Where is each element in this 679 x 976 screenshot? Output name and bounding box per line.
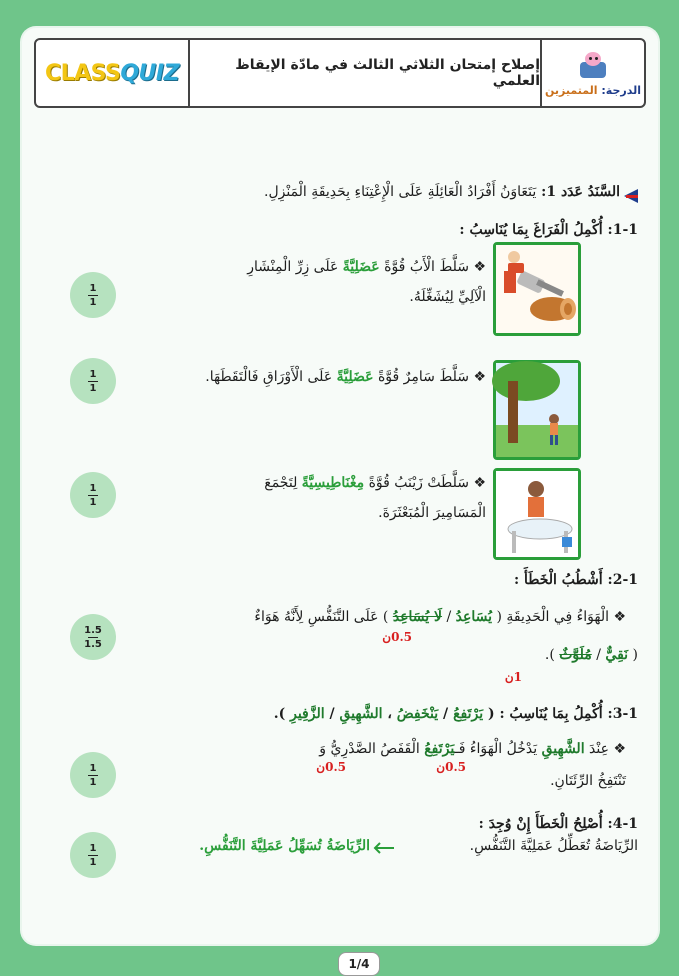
magnet-image [493,468,581,560]
logo: CLASSQUIZ [36,40,190,106]
q1-3-line-1: ❖ عِنْدَ الشَّهِيقِ يَدْخُلُ الْهَوَاءُ فَـيَرْتَفِعُ الْقَفَصُ الصَّدْرِيُّ وَ [319,741,626,757]
grade-cell [542,40,644,106]
answer-3: مِغْنَاطِيسِيَّةً [301,475,365,491]
q1-2-title: 2-1: أَشْطُبُ الْخَطَأَ : [513,572,638,588]
q1-4-title: 4-1: أُصْلِحُ الْخَطَأَ إِنْ وُجِدَ : [478,816,638,832]
q1-3-title: 3-1: أُكْمِلُ بِمَا يُنَاسِبُ : ( يَرْتَفِعُ / يَنْخَفِضُ ، الشَّهِيقِ / الزَّفِيرِ ). [273,706,638,722]
q1-3-line-2: تَنْتَفِخُ الرِّئَتَانِ. [550,773,626,789]
q1-2-line-2: ( نَقِيٌّ / مُلَوَّثٌ ). [544,647,638,663]
sanad-text: يَتَعَاوَنُ أَفْرَادُ الْعَائِلَةِ عَلَى الْإِعْتِنَاءِ بِحَدِيقَةِ الْمَنْزِلِ. [264,184,537,200]
score-q1-1-a: 1 1 [70,272,116,318]
mark-q1-3-b: 0.5ن [316,760,346,774]
score-q1-1-b: 1 1 [70,358,116,404]
answer-1: عَضَلِيَّةً [342,259,380,275]
mark-q1-3-a: 0.5ن [436,760,466,774]
answer-yartafi3: يَرْتَفِعُ [424,741,455,757]
q1-2-line-1: ❖ الْهَوَاءُ فِي الْحَدِيقَةِ ( يُسَاعِدُ / لَا يُسَاعِدُ ) عَلَى التَّنَفُّسِ لِأَنَّهُ هَوَاءٌ [254,609,626,625]
exam-page [22,28,658,971]
mascot-icon [576,50,610,80]
option-mulawath: مُلَوَّثٌ [559,647,592,663]
sanad-label: السَّنَدُ عَدَد 1: [541,184,620,200]
q1-1-item-1: ❖ سَلَّطَ الْأَبُ قُوَّةً عَضَلِيَّةً عَلَى زِرِّ الْمِنْشَارِ الْآلِيِّ لِيُشَغِّلَهُ. [247,259,486,305]
bullet-icon: ❖ [473,475,486,491]
grade-value: المتميزين [545,83,598,97]
mark-q1-2-b: 1ن [504,670,522,684]
tree-image [493,360,581,460]
q1-4-correct: الرِّيَاضَةُ تُسَهِّلُ عَمَلِيَّةَ التَّنَفُّسِ. [199,838,370,854]
bullet-icon: ❖ [473,259,486,275]
q1-1-item-2: ❖ سَلَّطَ سَامِرٌ قُوَّةً عَضَلِيَّةً عَلَى الْأَوْرَاقِ فَالْتَقَطَهَا. [205,369,486,385]
header [34,38,646,108]
score-q1-2: 1.5 1.5 [70,614,116,660]
option-sa3d: يُسَاعِدُ [455,609,493,625]
q1-4-wrong: الرِّيَاضَةُ تُعَطِّلُ عَمَلِيَّةَ التَّنَفُّسِ. [469,838,638,854]
arrow-icon [372,840,396,859]
grade-label: الدرجة: المتميزين [545,83,641,97]
q1-1-item-3: ❖ سَلَّطَتْ زَيْنَبُ قُوَّةً مِغْنَاطِيسِيَّةً لِتَجْمَعَ الْمَسَامِيرَ الْمُبَعْثَرَةَ. [264,475,486,521]
option-naqi: نَقِيٌّ [605,647,629,663]
score-q1-1-c: 1 1 [70,472,116,518]
option-la-sa3d: لَا يُسَاعِدُ [392,609,443,625]
answer-2: عَضَلِيَّةً [336,369,374,385]
score-q1-3: 1 1 [70,752,116,798]
exam-title: إصلاح إمتحان الثلاثي الثالث في مادّة الإيقاظ العلمي [190,40,542,106]
answer-shahiq: الشَّهِيقِ [541,741,585,757]
bullet-icon: ❖ [613,741,626,757]
q1-1-title: 1-1: أُكْمِلُ الْفَرَاغَ بِمَا يُنَاسِبُ : [459,222,638,238]
mark-q1-2-a: 0.5ن [382,630,412,644]
page-number: 1/4 [338,952,380,976]
saw-image [493,242,581,336]
sanad-marker-icon [624,188,638,202]
sanad-line [142,184,620,200]
score-q1-4: 1 1 [70,832,116,878]
bullet-icon: ❖ [613,609,626,625]
bullet-icon: ❖ [473,369,486,385]
